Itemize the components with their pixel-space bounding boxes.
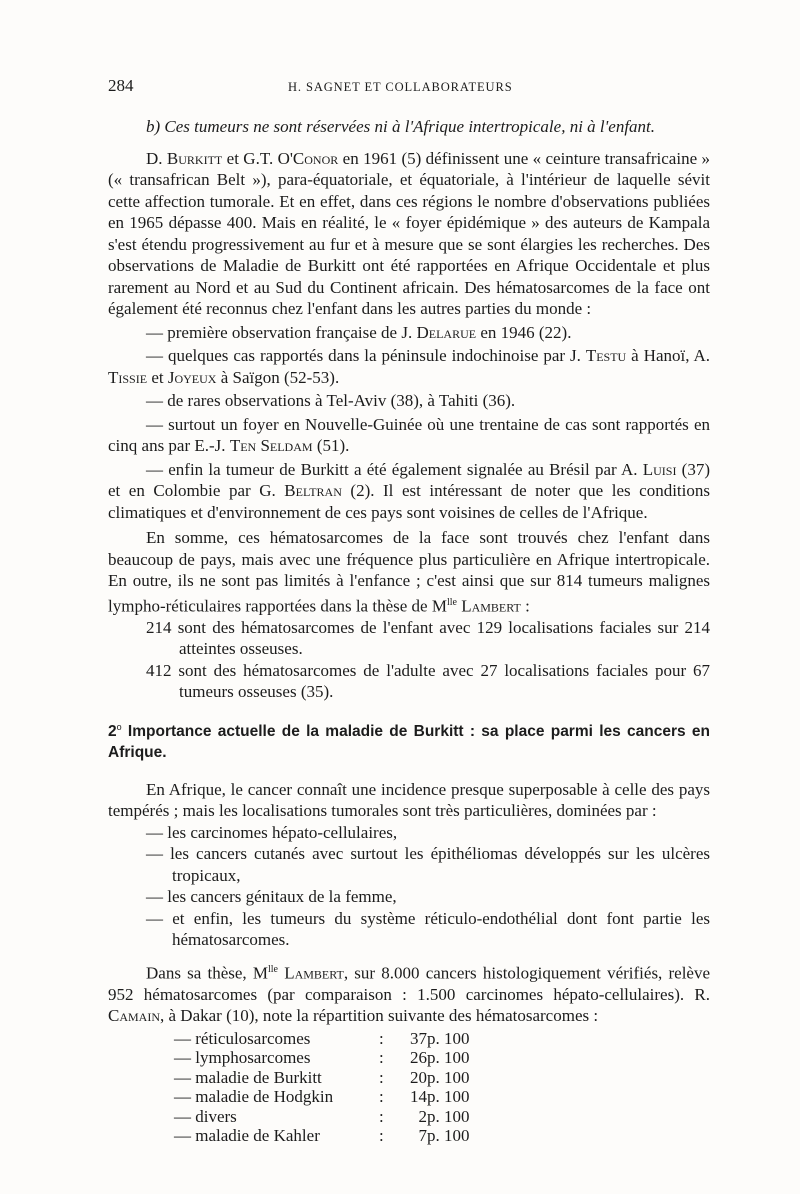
paragraph-3: En Afrique, le cancer connaît une incidence presque superposable à celle des pays tempérés ; mais les localisations tumorales sont très particulières, dominées par : [108,779,710,821]
table-row: — maladie de Kahler : 7 p. 100 [174,1126,470,1146]
document-page [108,76,710,1146]
cancer-list [108,822,710,951]
dash-item-2: — quelques cas rapportés dans la péninsule indochinoise par J. Testu à Hanoï, A. Tissie et Joyeux à Saïgon (52-53). [108,346,710,387]
subheading: b) Ces tumeurs ne sont réservées ni à l'Afrique intertropicale, ni à l'enfant. [146,117,656,136]
paragraph-4: Dans sa thèse, $M^{lle}$ Lambert, sur 8.000 cancers histologiquement vérifiés, relève 952 hématosarcomes (par comparaison : 1.500 carcinomes hépato-cellulaires). R. Camain, à Dakar (10), note la répartition suivante des hématosarcomes : [108,963,711,1026]
list-item: — les carcinomes hépato-cellulaires, [146,822,398,842]
numbered-item-2: 412 sont des hématosarcomes de l'adulte avec 27 localisations faciales pour 67 tumeurs osseuses (35). [146,660,710,702]
author-name: Conor [292,148,339,168]
distribution-table [174,1029,470,1146]
page-number: 284 [108,76,134,95]
dash-item-1: — première observation française de J. Delarue en 1946 (22). [146,322,572,342]
dash-item-4: — surtout un foyer en Nouvelle-Guinée où une trentaine de cas sont rapportés en cinq ans par E.-J. Ten Seldam (51). [108,414,710,455]
paragraph-2: En somme, ces hématosarcomes de la face sont trouvés chez l'enfant dans beaucoup de pays, mais avec une fréquence plus particulière en Afrique intertropicale. En outre, ils ne sont pas limités à l'enfance ; c'est ainsi que sur 814 tumeurs malignes lympho-réticulaires rapportées dans la thèse de $M^{lle}$ Lambert : [108,528,710,616]
author-name: Burkitt [166,148,223,168]
list-item: — et enfin, les tumeurs du système réticulo-endothélial dont font partie les hématosarcomes. [146,908,710,950]
running-title: H. SAGNET ET COLLABORATEURS [288,80,513,94]
page-header [108,76,710,102]
list-item: — les cancers cutanés avec surtout les épithéliomas développés sur les ulcères tropicaux, [146,844,710,885]
numbered-item-1: 214 sont des hématosarcomes de l'enfant avec 129 localisations faciales sur 214 atteintes osseuses. [146,617,710,659]
list-item: — les cancers génitaux de la femme, [146,887,397,907]
table-row: — maladie de Hodgkin : 14 p. 100 [174,1087,470,1107]
dash-item-5: — enfin la tumeur de Burkitt a été également signalée au Brésil par A. Luisi (37) et en Colombie par G. Beltran (2). Il est intéressant de noter que les conditions climatiques et d'environnement de ces pays sont voisines de celles de l'Afrique. [108,459,710,522]
table-row: — lymphosarcomes : 26 p. 100 [174,1048,470,1068]
table-row: — réticulosarcomes : 37 p. 100 [174,1028,470,1048]
dash-item-3: — de rares observations à Tel-Aviv (38), à Tahiti (36). [146,391,516,410]
paragraph-1: D. Burkitt et G.T. O'Conor en 1961 (5) définissent une « ceinture transafricaine » (« transafrican Belt »), para-équatoriale, et équatoriale, à l'intérieur de laquelle sévit cette affection tumorale. Et en effet, dans ces régions le nombre d'observations publiées en 1965 dépasse 400. Mais en réalité, le « foyer épidémique » des auteurs de Kampala s'est étendu progressivement au fur et à mesure que se sont élargies les recherches. Des observations de Maladie de Burkitt ont été rapportées en Afrique Occidentale et plus rarement au Nord et au Sud du Continent africain. Des hématosarcomes de la face ont également été reconnus chez l'enfant dans les autres parties du monde : [108,148,710,318]
section-heading: 2$^o$ Importance actuelle de la maladie de Burkitt : sa place parmi les cancers en Afrique. [108,721,710,761]
table-row: — divers : 2 p. 100 [174,1106,470,1126]
table-row: — maladie de Burkitt : 20 p. 100 [174,1067,470,1087]
